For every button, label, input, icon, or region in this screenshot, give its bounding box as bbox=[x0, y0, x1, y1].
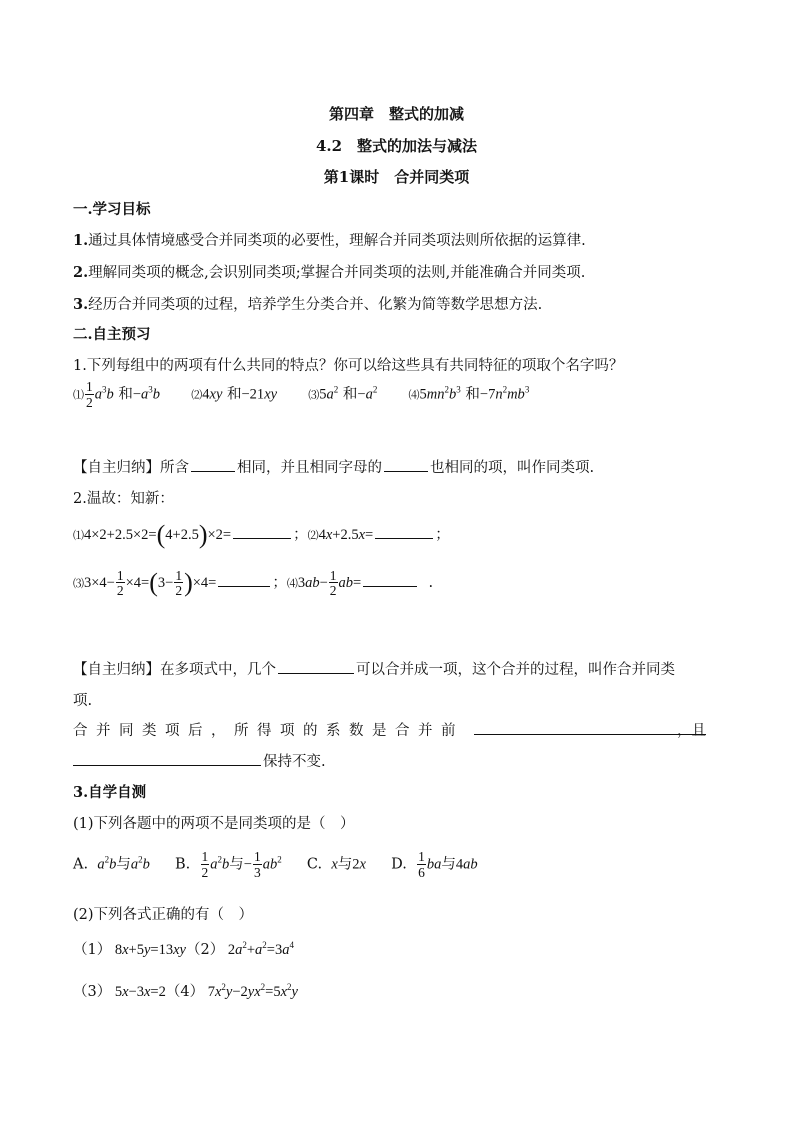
answer-blank[interactable] bbox=[375, 524, 433, 539]
option-b-label: B. bbox=[175, 856, 191, 873]
selftest-question-2: (2)下列各式正确的有（ ） bbox=[73, 907, 254, 923]
semicolon: ； bbox=[293, 527, 308, 543]
and-word: 和 bbox=[118, 386, 133, 403]
fraction-third: $\frac{1}{3}$ bbox=[253, 849, 261, 880]
with-word: 与 bbox=[229, 856, 244, 873]
summary-2-part-b: 可以合并成一项，这个合并的过程，叫作合并同类 bbox=[356, 662, 675, 678]
answer-blank[interactable] bbox=[218, 572, 270, 587]
summary-tag: 【自主归纳】 bbox=[73, 460, 160, 476]
fraction-half: $\frac{1}{2}$ bbox=[329, 567, 337, 598]
summary-1-part-b: 相同，并且相同字母的 bbox=[237, 460, 382, 476]
answer-blank[interactable] bbox=[384, 457, 428, 472]
goal-2-num: 2. bbox=[73, 264, 89, 281]
option-c-label: C. bbox=[306, 856, 323, 873]
summary-2-part-a: 在多项式中，几个 bbox=[160, 662, 276, 678]
option-d-label: D. bbox=[391, 856, 407, 873]
period: . bbox=[428, 575, 434, 591]
fraction-half: $\frac{1}{2}$ bbox=[116, 567, 124, 598]
question-1: 1.下列每组中的两项有什么共同的特点？你可以给这些具有共同特征的项取个名字吗？ bbox=[73, 358, 624, 374]
section-heading-selftest: 3.自学自测 bbox=[73, 784, 147, 801]
goal-3 bbox=[73, 293, 542, 314]
q1-term-pairs: ⑴ $\frac{1}{2}$ $a^3b$ 和$-a^3b$ ⑵4xy 和−21xy $⑶5a^2$ 和$-a^2$ $⑷5mn^2b^3$ 和$-7n^2mb^3$ bbox=[73, 379, 530, 410]
semicolon: ； bbox=[272, 575, 287, 591]
q2-label-1: ⑴ bbox=[73, 529, 84, 542]
answer-blank[interactable] bbox=[474, 720, 706, 735]
with-word: 与 bbox=[116, 856, 131, 873]
and-word: 和 bbox=[227, 386, 242, 403]
goal-3-num: 3. bbox=[73, 296, 89, 313]
answer-blank[interactable] bbox=[191, 457, 235, 472]
summary-3-part-a: 合并同类项后，所得项的系数是合并前 bbox=[73, 723, 464, 739]
q2-expressions-row-2: ⑶3×4− $\frac{1}{2}$ ×4=(3− $\frac{1}{2}$ )×4= ；⑷3ab− $\frac{1}{2}$ ab= . bbox=[73, 567, 434, 598]
summary-1 bbox=[73, 456, 594, 477]
q2-expressions-row-1: ⑴4×2+2.5×2=(4+2.5)×2= ；⑵4x+2.5x= ； bbox=[73, 520, 450, 549]
selftest-q2-items-row-1: （1） 8x+5y=13xy（2） $2a^2+a^2=3a^4$ bbox=[73, 940, 294, 958]
selftest-q1-options: A. $a^2b$与$a^2b$ B. $\frac{1}{2}$ $a^2b$与− $\frac{1}{3}$ $ab^2$ C. x与2x D. $\frac{1}{6}$ ba与4ab bbox=[73, 849, 478, 880]
item-3-label: （3） bbox=[73, 984, 112, 1000]
summary-2 bbox=[73, 658, 675, 679]
goal-1 bbox=[73, 229, 586, 250]
and-word: 和 bbox=[342, 386, 358, 403]
question-2: 2.温故：知新： bbox=[73, 491, 174, 507]
summary-3 bbox=[73, 719, 721, 740]
summary-3-continued bbox=[73, 750, 326, 771]
and-word: 和 bbox=[465, 386, 480, 403]
selftest-question-1: (1)下列各题中的两项不是同类项的是（ ） bbox=[73, 816, 355, 832]
with-word: 与 bbox=[441, 856, 456, 873]
fraction-sixth: $\frac{1}{6}$ bbox=[418, 849, 425, 880]
summary-2-continued: 项. bbox=[73, 693, 93, 709]
summary-1-part-c: 也相同的项，叫作同类项. bbox=[430, 460, 595, 476]
summary-3-part-b: ，且 bbox=[677, 723, 706, 739]
goal-3-text: 经历合并同类项的过程，培养学生分类合并、化繁为简等数学思想方法. bbox=[88, 297, 543, 313]
fraction-half: $\frac{1}{2}$ bbox=[175, 567, 183, 598]
answer-blank[interactable] bbox=[73, 751, 261, 766]
answer-blank[interactable] bbox=[233, 524, 291, 539]
chapter-title: 第四章 整式的加减 bbox=[328, 105, 464, 123]
option-a-label: A. bbox=[73, 856, 89, 873]
item-4-label: （4） bbox=[165, 984, 205, 1000]
q1-label-1: ⑴ bbox=[73, 388, 84, 402]
item-1-label: （1） bbox=[73, 942, 112, 958]
goal-2 bbox=[73, 261, 585, 282]
goal-1-num: 1. bbox=[73, 232, 89, 249]
summary-3-part-c: 保持不变. bbox=[263, 754, 326, 770]
q2-label-3: ⑶ bbox=[73, 577, 84, 590]
selftest-q2-items-row-2: （3） 5x−3x=2（4） $7x^2y-2yx^2=5x^2y$ bbox=[73, 982, 298, 1000]
summary-tag: 【自主归纳】 bbox=[73, 662, 160, 678]
section-title: 4.2 整式的加法与减法 bbox=[315, 137, 478, 155]
q1-label-2: ⑵ bbox=[191, 388, 203, 402]
q1-label-3: ⑶ bbox=[308, 388, 320, 402]
answer-blank[interactable] bbox=[363, 572, 417, 587]
goal-2-text: 理解同类项的概念,会识别同类项;掌握合并同类项的法则,并能准确合并同类项. bbox=[88, 265, 586, 281]
goal-1-text: 通过具体情境感受合并同类项的必要性，理解合并同类项法则所依据的运算律. bbox=[88, 233, 586, 249]
q2-label-2: ⑵ bbox=[307, 529, 319, 542]
q2-label-4: ⑷ bbox=[286, 577, 298, 590]
q1-label-4: ⑷ bbox=[408, 388, 420, 402]
section-heading-preview: 二.自主预习 bbox=[73, 326, 151, 343]
with-word: 与 bbox=[337, 856, 353, 873]
answer-blank[interactable] bbox=[278, 659, 354, 674]
fraction-half: $\frac{1}{2}$ bbox=[86, 379, 93, 410]
semicolon: ； bbox=[435, 527, 450, 543]
section-heading-goals: 一.学习目标 bbox=[73, 201, 151, 218]
summary-1-part-a: 所含 bbox=[160, 460, 189, 476]
fraction-half: $\frac{1}{2}$ bbox=[201, 849, 209, 880]
lesson-title: 第1课时 合并同类项 bbox=[323, 168, 470, 186]
item-2-label: （2） bbox=[185, 942, 225, 958]
